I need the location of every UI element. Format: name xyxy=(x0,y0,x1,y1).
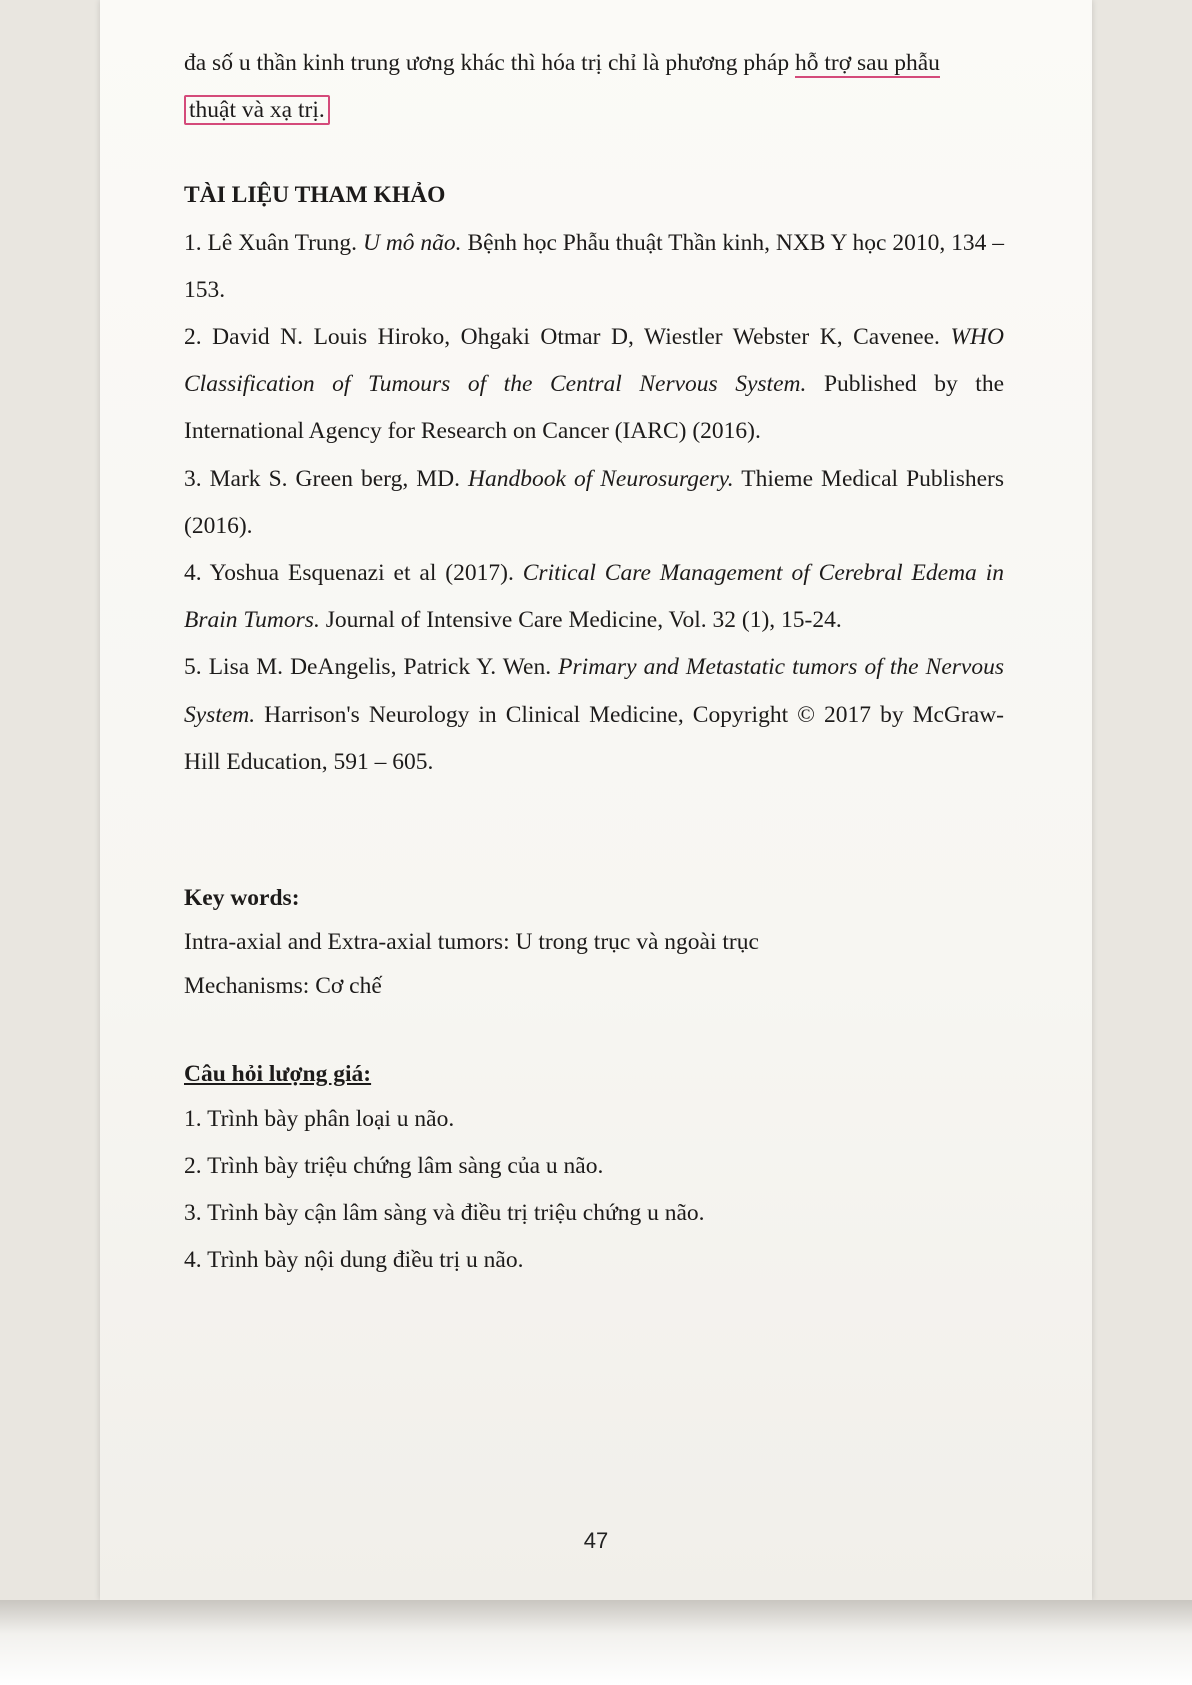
page-content xyxy=(184,40,1004,1284)
section-spacer xyxy=(184,786,1004,876)
intro-text: đa số u thần kinh trung ương khác thì hóa trị chỉ là phương pháp xyxy=(184,50,795,76)
reference-item: 3. Mark S. Green berg, MD. Handbook of Neurosurgery. Thieme Medical Publishers (2016). xyxy=(184,465,1004,539)
reference-item: 4. Yoshua Esquenazi et al (2017). Critical Care Management of Cerebral Edema in Brain Tumors. Journal of Intensive Care Medicine, Vol. 32 (1), 15-24. xyxy=(184,560,1005,634)
reference-item: 1. Lê Xuân Trung. U mô não. Bệnh học Phẫu thuật Thần kinh, NXB Y học 2010, 134 – 153. xyxy=(184,229,1004,303)
question-item: 2. Trình bày triệu chứng lâm sàng của u não. xyxy=(184,1153,604,1180)
document-page xyxy=(100,0,1092,1600)
highlighted-text-a: hỗ trợ sau phẫu xyxy=(794,50,940,76)
highlighted-text-b: thuật và xạ trị. xyxy=(184,95,330,125)
section-spacer xyxy=(184,1008,1004,1052)
reference-title: U mô não. xyxy=(362,229,462,256)
questions-heading: Câu hỏi lượng giá: xyxy=(184,1061,372,1088)
question-item: 1. Trình bày phân loại u não. xyxy=(184,1106,455,1133)
scan-bottom-edge xyxy=(0,1600,1192,1685)
page-number: 47 xyxy=(583,1528,609,1553)
reference-item: 5. Lisa M. DeAngelis, Patrick Y. Wen. Primary and Metastatic tumors of the Nervous System. Harrison's Neurology in Clinical Medicine, Copyright © 2017 by McGraw-Hill Education, 591 – 605. xyxy=(184,654,1004,775)
question-item: 4. Trình bày nội dung điều trị u não. xyxy=(184,1247,524,1274)
reference-item: 2. David N. Louis Hiroko, Ohgaki Otmar D, Wiestler Webster K, Cavenee. WHO Classification of Tumours of the Central Nervous System. Published by the International Agency for Research on Cancer (IARC) (2016). xyxy=(184,324,1004,445)
reference-title: Handbook of Neurosurgery. xyxy=(468,465,734,492)
keyword-line: Mechanisms: Cơ chế xyxy=(184,973,382,1000)
intro-paragraph xyxy=(184,40,1004,134)
keyword-line: Intra-axial and Extra-axial tumors: U trong trục và ngoài trục xyxy=(184,929,759,956)
question-item: 3. Trình bày cận lâm sàng và điều trị triệu chứng u não. xyxy=(184,1200,705,1227)
references-heading: TÀI LIỆU THAM KHẢO xyxy=(184,182,446,209)
keywords-heading: Key words: xyxy=(184,885,300,912)
reference-title: Critical Care Management of Cerebral Edema in Brain Tumors. xyxy=(184,560,1005,634)
reference-title: WHO Classification of Tumours of the Central Nervous System. xyxy=(184,324,1004,398)
reference-title: Primary and Metastatic tumors of the Nervous System. xyxy=(184,654,1004,728)
